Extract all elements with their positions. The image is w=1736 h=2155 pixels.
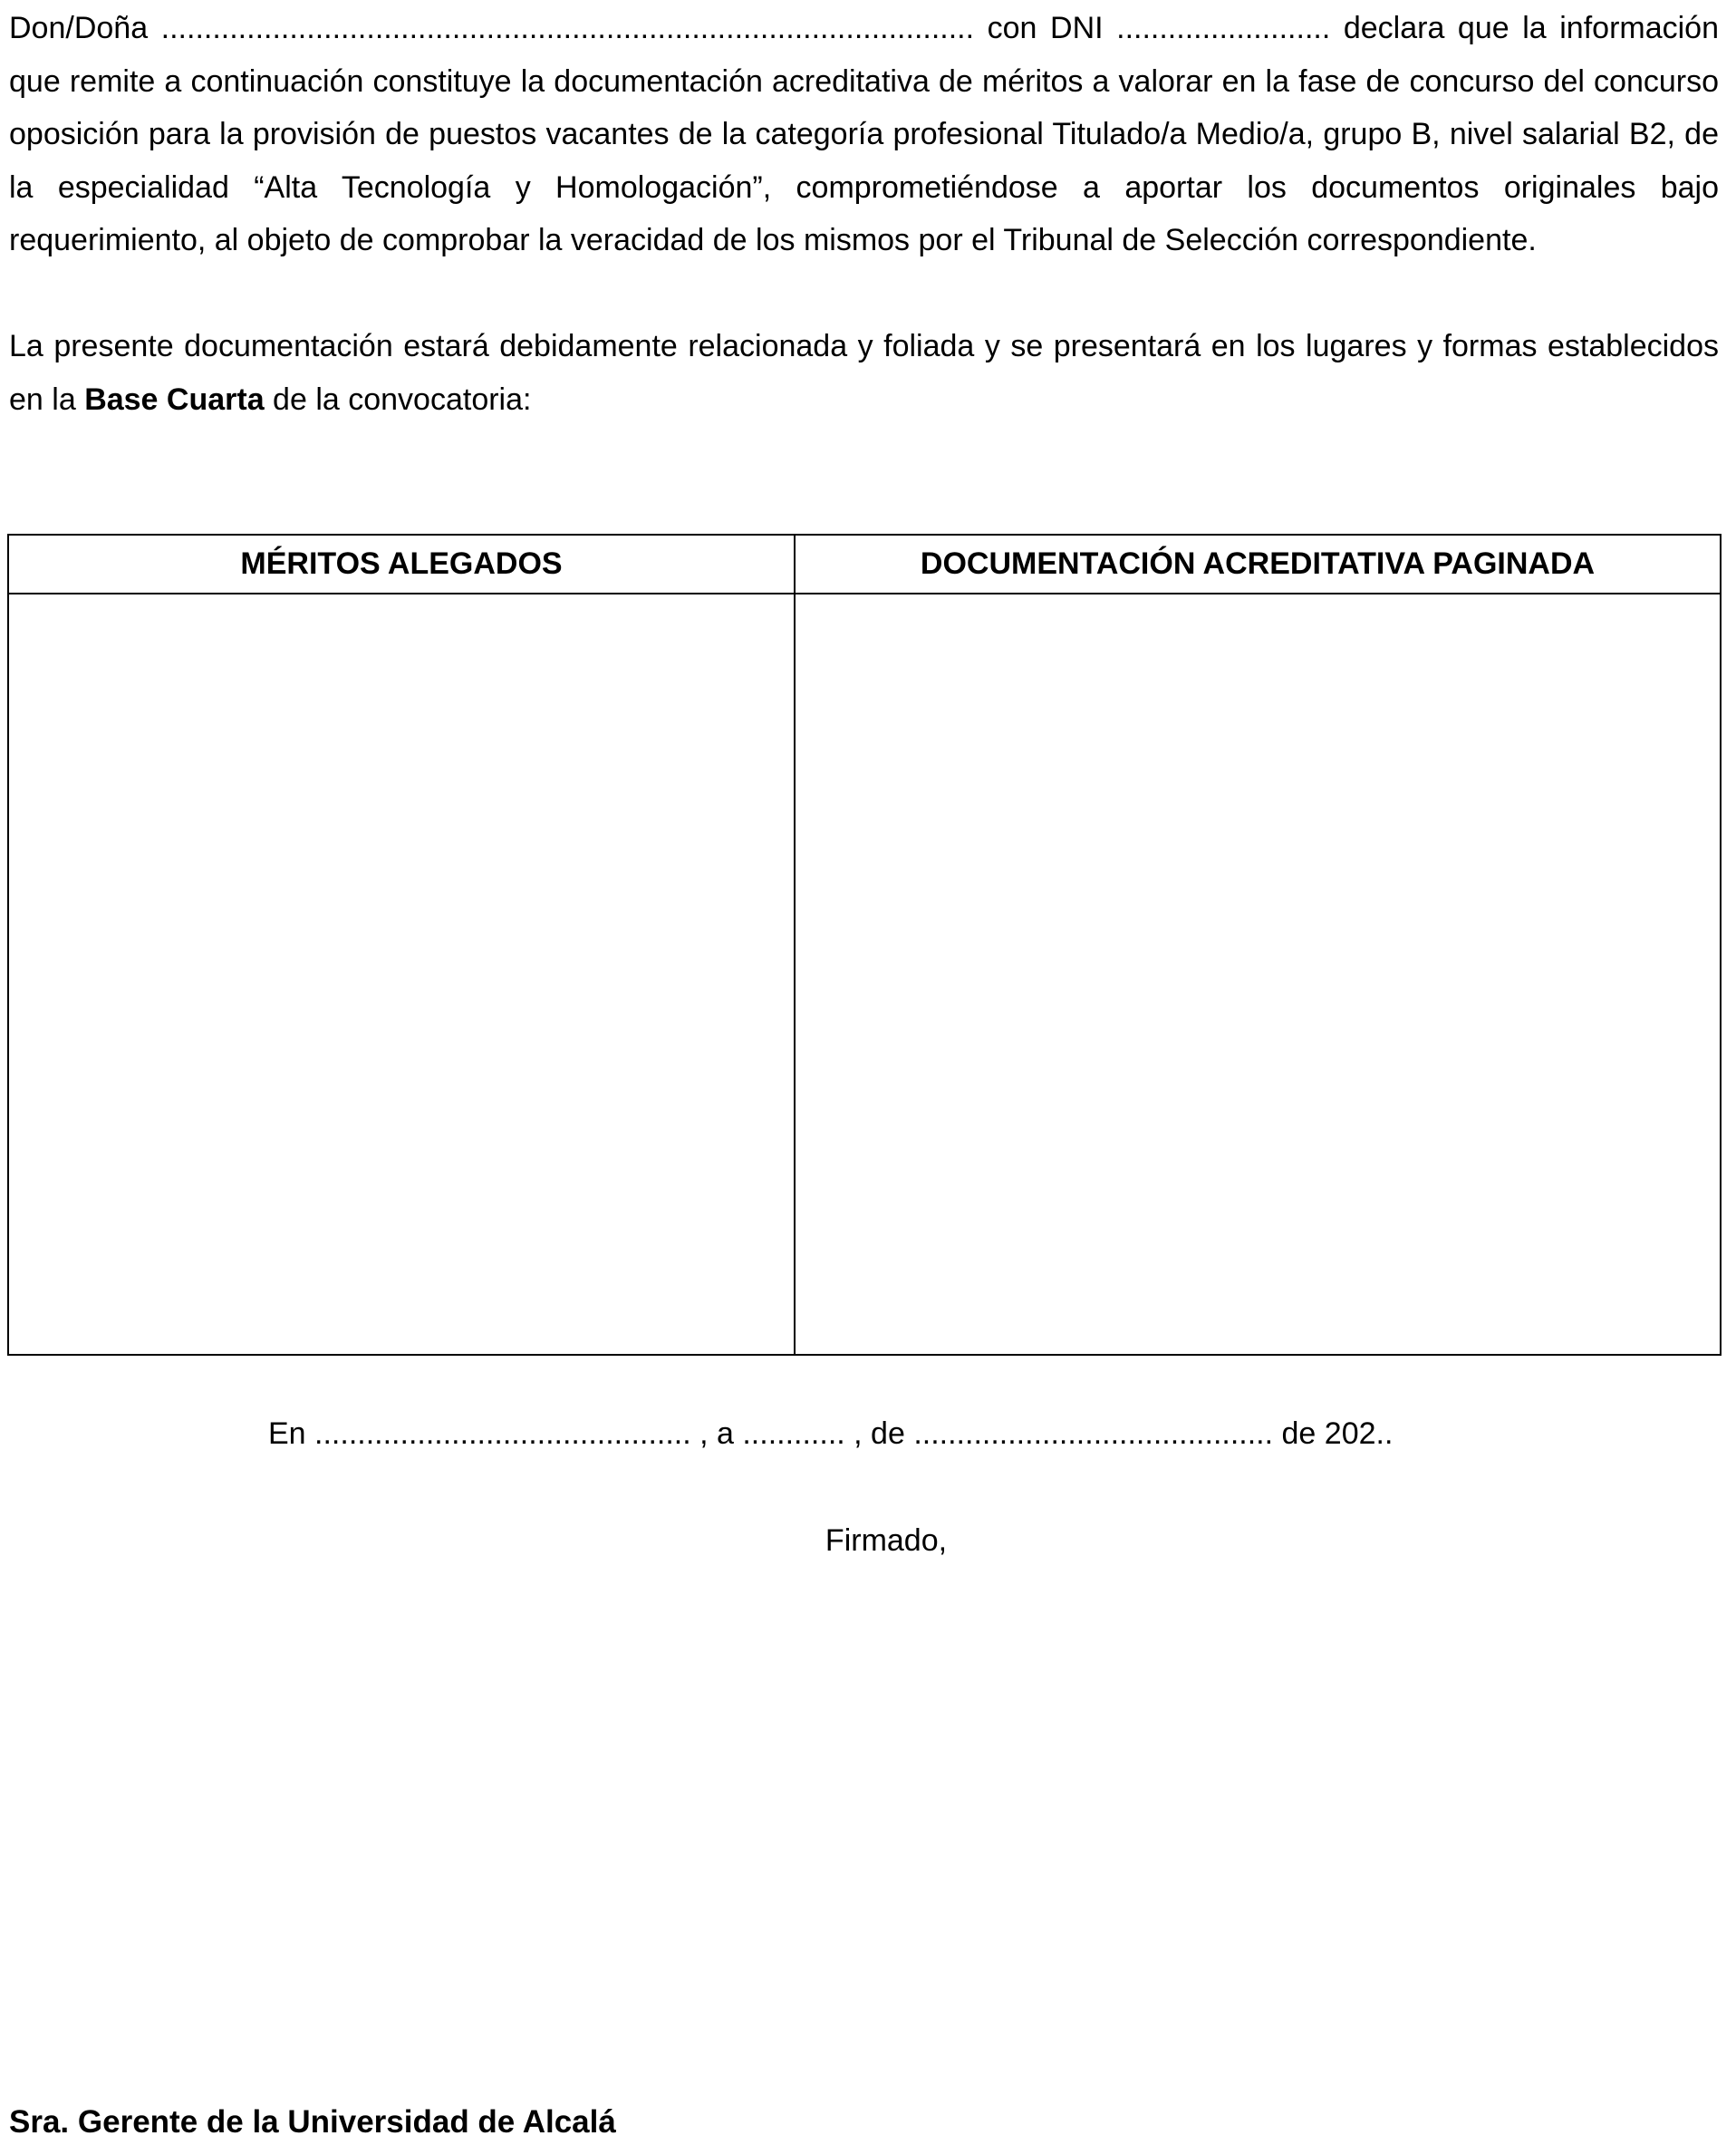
merits-table-body-row: [9, 594, 1720, 1354]
submission-text-start: La presente documentación estará debidamente relacionada y foliada y se presentará en los lugares y formas establecidos en la: [9, 329, 1719, 417]
submission-paragraph: [9, 320, 1719, 426]
merits-entry-cell[interactable]: [9, 594, 795, 1354]
merits-table-header-row: [9, 536, 1720, 594]
merits-column-header: MÉRITOS ALEGADOS: [9, 536, 795, 594]
documentation-entry-cell[interactable]: [795, 594, 1720, 1354]
signed-label: Firmado,: [825, 1523, 948, 1558]
documentation-column-header: DOCUMENTACIÓN ACREDITATIVA PAGINADA: [795, 536, 1720, 594]
submission-text-end: de la convocatoria:: [264, 382, 532, 417]
place-date-line: En ............................................ , a ............ , de .......................................... de 202..: [268, 1416, 1394, 1451]
declaration-paragraph: Don/Doña ............................................................................................... con DNI ......................... declara que la información que remite a continuación constituye la documentación acreditativa de méritos a valorar en la fase de concurso del concurso oposición para la provisión de puestos vacantes de la categoría profesional Titulado/a Medio/a, grupo B, nivel salarial B2, de la especialidad “Alta Tecnología y Homologación”, comprometiéndose a aportar los documentos originales bajo requerimiento, al objeto de comprobar la veracidad de los mismos por el Tribunal de Selección correspondiente.: [9, 11, 1719, 257]
merits-table: [7, 534, 1722, 1356]
base-cuarta-reference: Base Cuarta: [84, 382, 265, 417]
addressee: Sra. Gerente de la Universidad de Alcalá: [9, 2104, 616, 2140]
